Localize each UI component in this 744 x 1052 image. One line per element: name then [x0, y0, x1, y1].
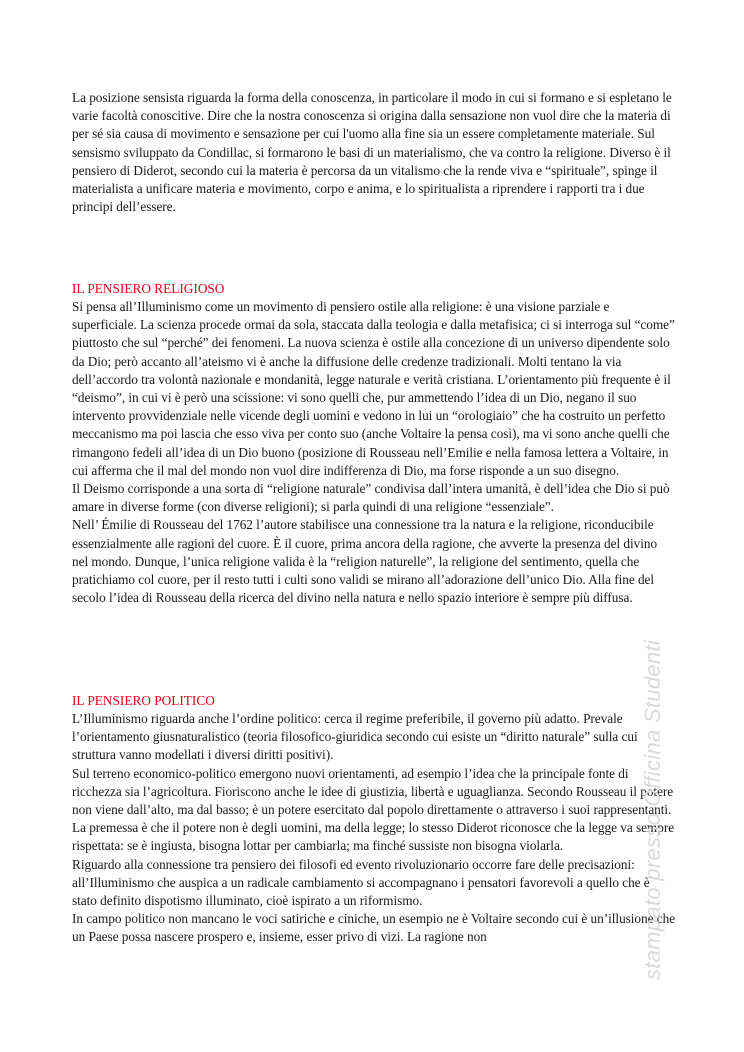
- politico-paragraph-2: Sul terreno economico-politico emergono nuovi orientamenti, ad esempio l’idea che la principale fonte di ricchezza sia l’agricoltura. Fioriscono anche le idee di giustizia, libertà e uguaglianza. Secondo Rousseau il potere non viene dall’alto, ma dal basso; è un potere esercitato dal popolo direttamente o attraverso i suoi rappresentanti. La premessa è che il potere non è degli uomini, ma della legge; lo stesso Diderot riconosce che la legge va sempre rispettata: se è ingiusta, bisogna lottar per cambiarla; ma finché sussiste non bisogna violarla.: [72, 765, 675, 854]
- politico-paragraph-1: L’Illuminismo riguarda anche l’ordine politico: cerca il regime preferibile, il governo più adatto. Prevale l’orientamento giusnaturalistico (teoria filosofico-giuridica secondo cui esiste un “diritto naturale” sulla cui struttura vanno modellati i diversi diritti positivi).: [72, 711, 638, 763]
- religioso-paragraph-1: Si pensa all’Illuminismo come un movimento di pensiero ostile alla religione: è una visione parziale e superficiale. La scienza procede ormai da sola, staccata dalla teologia e dalla metafisica; ci si interroga sul “come” piuttosto che sul “perché” dei fenomeni. La nuova scienza è ostile alla concezione di un universo dipendente solo da Dio; però accanto all’ateismo vi è anche la diffusione delle credenze tradizionali. Molti tentano la via dell’accordo tra volontà nazionale e mondanità, legge naturale e verità cristiana. L’orientamento più frequente è il “deismo”, in cui vi è però una scissione: vi sono quelli che, pur ammettendo l’idea di un Dio, negano il suo intervento provvidenziale nelle vicende degli uomini e vedono in lui un “orologiaio” che ha costruito un perfetto meccanismo ma poi lascia che esso viva per conto suo (anche Voltaire la pensa così), ma vi sono anche quelli che rimangono fedeli all’idea di un Dio buono (posizione di Rousseau nell’Emilie e nella famosa lettera a Voltaire, in cui afferma che il mal del mondo non vuol dire indifferenza di Dio, ma forse risponde a un suo disegno.: [72, 299, 675, 478]
- religioso-paragraph-3: Nell’ Émilie di Rousseau del 1762 l’autore stabilisce una connessione tra la natura e la religione, riconducibile essenzialmente alle ragioni del cuore. È il cuore, prima ancora della ragione, che avverte la presenza del divino nel mondo. Dunque, l’unica religione valida è la “religion naturelle”, la religione del sentimento, quella che pratichiamo col cuore, per il resto tutti i culti sono validi se mirano all’adorazione dell’unico Dio. Alla fine del secolo l’idea di Rousseau della ricerca del divino nella natura e nello spazio interiore è sempre più diffusa.: [72, 517, 658, 606]
- watermark-text: stampato presso Officina Studenti: [640, 639, 665, 980]
- religioso-paragraph-2: Il Deismo corrisponde a una sorta di “religione naturale” condivisa dall’intera umanità, è dell’idea che Dio si può amare in diverse forme (con diverse religioni); si parla quindi di una religione “essenziale”.: [72, 481, 670, 515]
- section-heading-politico: IL PENSIERO POLITICO: [72, 693, 215, 708]
- section-politico-body: [72, 710, 676, 947]
- section-religioso-body: [72, 298, 676, 607]
- section-heading-religioso: IL PENSIERO RELIGIOSO: [72, 281, 225, 296]
- politico-paragraph-3: Riguardo alla connessione tra pensiero dei filosofi ed evento rivoluzionario occorre fare delle precisazioni: all’Illuminismo che auspica a un radicale cambiamento si accompagnano i pensatori favorevoli a quello che è stato definito dispotismo illuminato, cioè ispirato a un riformismo.: [72, 856, 650, 909]
- politico-paragraph-4: In campo politico non mancano le voci satiriche e ciniche, un esempio ne è Voltaire secondo cui è un’illusione che un Paese possa nascere prospero e, insieme, esser privo di vizi. La ragione non: [72, 911, 676, 945]
- watermark: [640, 540, 666, 980]
- intro-paragraph: La posizione sensista riguarda la forma della conoscenza, in particolare il modo in cui si formano e si espletano le varie facoltà conoscitive. Dire che la nostra conoscenza si origina dalla sensazione non vuol dire che la materia di per sé sia causa di movimento e sensazione per cui l'uomo alla fine sia un essere completamente materiale. Sul sensismo sviluppato da Condillac, si formarono le basi di un materialismo, che va contro la religione. Diverso è il pensiero di Diderot, secondo cui la materia è percorsa da un vitalismo che la rende viva e “spirituale”, spinge il materialista a unificare materia e movimento, corpo e anima, e lo spiritualista a riprendere i rapporti tra i due principi dell’essere.: [72, 90, 672, 215]
